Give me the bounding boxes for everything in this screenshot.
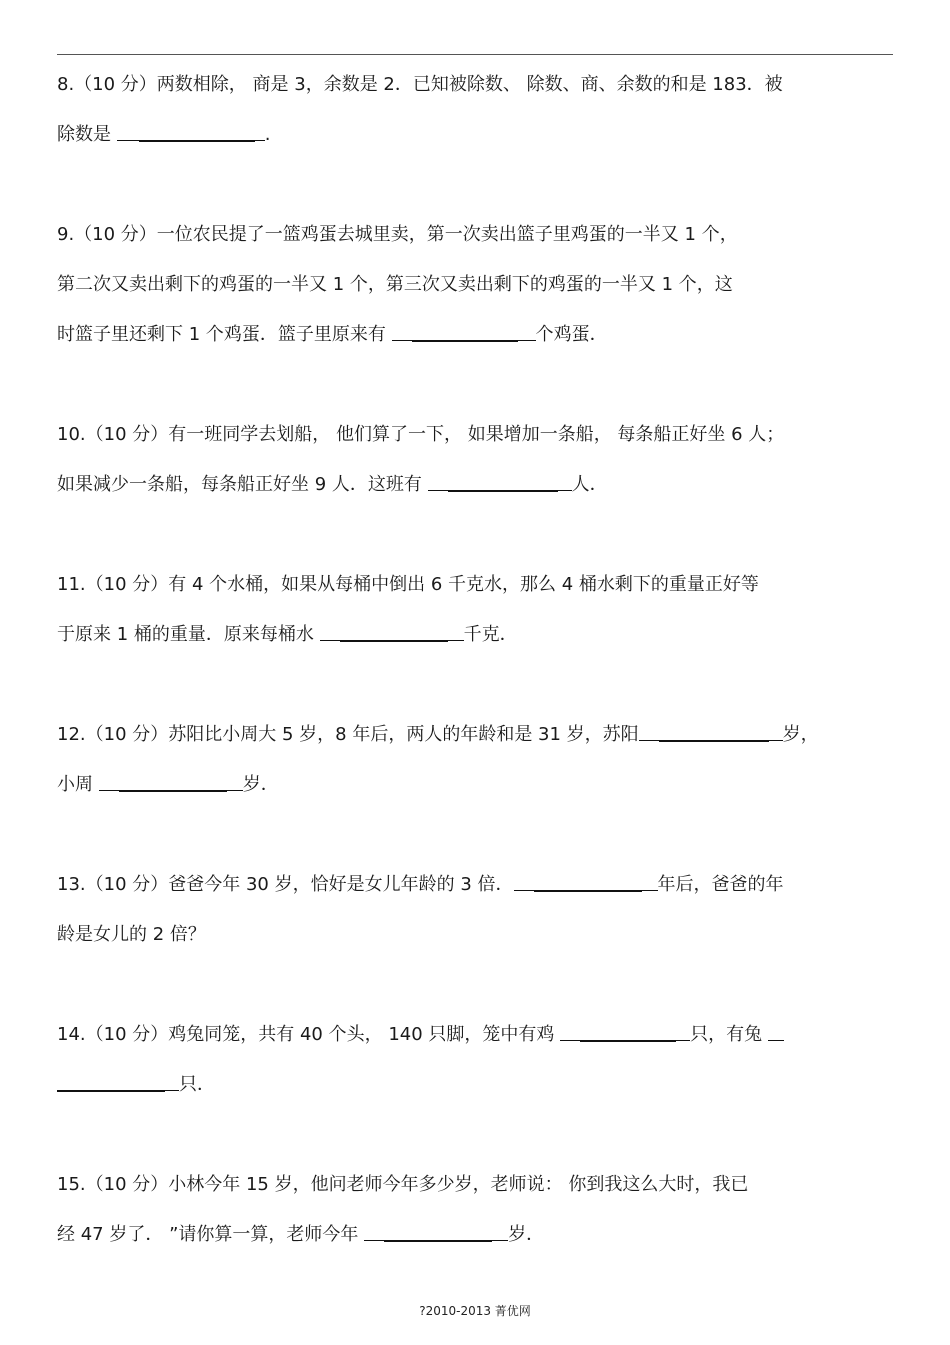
- question-11-text-cont: 于原来 1 桶的重量．原来每桶水: [57, 624, 320, 645]
- question-15-line-1: [57, 1171, 748, 1199]
- question-11-suffix: 千克．: [463, 624, 518, 645]
- question-12-line-1: [57, 721, 819, 749]
- question-12-suffix-2: 岁．: [242, 774, 279, 795]
- question-14-suffix-1: 只，有兔: [690, 1024, 768, 1045]
- question-9-line-1: [57, 221, 738, 249]
- question-9-text-end: 时篮子里还剩下 1 个鸡蛋．篮子里原来有: [57, 324, 392, 345]
- answer-blank-q14-rabbits[interactable]: [57, 1072, 179, 1092]
- question-13-line-1: [57, 871, 784, 899]
- question-13-text: 13.（10 分）爸爸今年 30 岁，恰好是女儿年龄的 3 倍．: [57, 874, 514, 895]
- question-9-suffix: 个鸡蛋．: [535, 324, 608, 345]
- question-8-suffix: .: [264, 124, 271, 145]
- answer-blank-q12-xiaozhou[interactable]: [99, 772, 243, 792]
- header-rule: [57, 54, 893, 55]
- question-13-suffix: 年后，爸爸的年: [657, 874, 784, 895]
- question-15-line-2: [57, 1221, 544, 1249]
- question-8-text: 8.（10 分）两数相除， 商是 3，余数是 2．已知被除数、 除数、商、余数的和是 183．被: [57, 74, 783, 95]
- answer-blank-q9[interactable]: [392, 322, 536, 342]
- question-9-text: 9.（10 分）一位农民提了一篮鸡蛋去城里卖，第一次卖出篮子里鸡蛋的一半又 1 个，: [57, 224, 738, 245]
- question-11-line-1: [57, 571, 759, 599]
- page-footer: ?2010-2013 菁优网: [419, 1304, 531, 1318]
- question-8-line-2: [57, 121, 270, 149]
- question-15-text: 15.（10 分）小林今年 15 岁，他问老师今年多少岁，老师说： 你到我这么大时，我已: [57, 1174, 749, 1195]
- answer-blank-q8[interactable]: [117, 122, 265, 142]
- question-12-text: 12.（10 分）苏阳比小周大 5 岁，8 年后，两人的年龄和是 31 岁，苏阳: [57, 724, 639, 745]
- question-12-text-cont: 小周: [57, 774, 99, 795]
- question-14-text: 14.（10 分）鸡兔同笼，共有 40 个头， 140 只脚，笼中有鸡: [57, 1024, 561, 1045]
- question-14-line-2: [57, 1071, 215, 1099]
- answer-blank-q15[interactable]: [364, 1222, 508, 1242]
- answer-blank-q14-rabbits-start[interactable]: [768, 1022, 784, 1042]
- answer-blank-q12-suyang[interactable]: [639, 722, 783, 742]
- question-9-line-3: [57, 321, 608, 349]
- question-13-line-2: [57, 921, 206, 949]
- question-12-suffix-1: 岁，: [782, 724, 819, 745]
- question-12-line-2: [57, 771, 279, 799]
- question-10-text: 10.（10 分）有一班同学去划船， 他们算了一下， 如果增加一条船， 每条船正好坐 6 人；: [57, 424, 785, 445]
- question-10-line-1: [57, 421, 784, 449]
- question-8-text-cont: 除数是: [57, 124, 117, 145]
- question-9-line-2: [57, 271, 733, 299]
- question-9-text-cont: 第二次又卖出剩下的鸡蛋的一半又 1 个，第三次又卖出剩下的鸡蛋的一半又 1 个，这: [57, 274, 733, 295]
- question-14-suffix-2: 只．: [179, 1074, 215, 1095]
- question-15-suffix: 岁．: [508, 1224, 545, 1245]
- question-11-text: 11.（10 分）有 4 个水桶，如果从每桶中倒出 6 千克水，那么 4 桶水剩下的重量正好等: [57, 574, 759, 595]
- question-14-line-1: [57, 1021, 784, 1049]
- question-10-suffix: 人．: [571, 474, 608, 495]
- answer-blank-q10[interactable]: [428, 472, 572, 492]
- question-13-text-cont: 龄是女儿的 2 倍？: [57, 924, 206, 945]
- answer-blank-q11[interactable]: [320, 622, 464, 642]
- question-15-text-cont: 经 47 岁了． ”请你算一算，老师今年: [57, 1224, 365, 1245]
- answer-blank-q14-chickens[interactable]: [560, 1022, 690, 1042]
- answer-blank-q13[interactable]: [514, 872, 658, 892]
- question-10-text-cont: 如果减少一条船，每条船正好坐 9 人．这班有: [57, 474, 428, 495]
- question-8-line-1: [57, 71, 783, 99]
- question-10-line-2: [57, 471, 608, 499]
- question-11-line-2: [57, 621, 518, 649]
